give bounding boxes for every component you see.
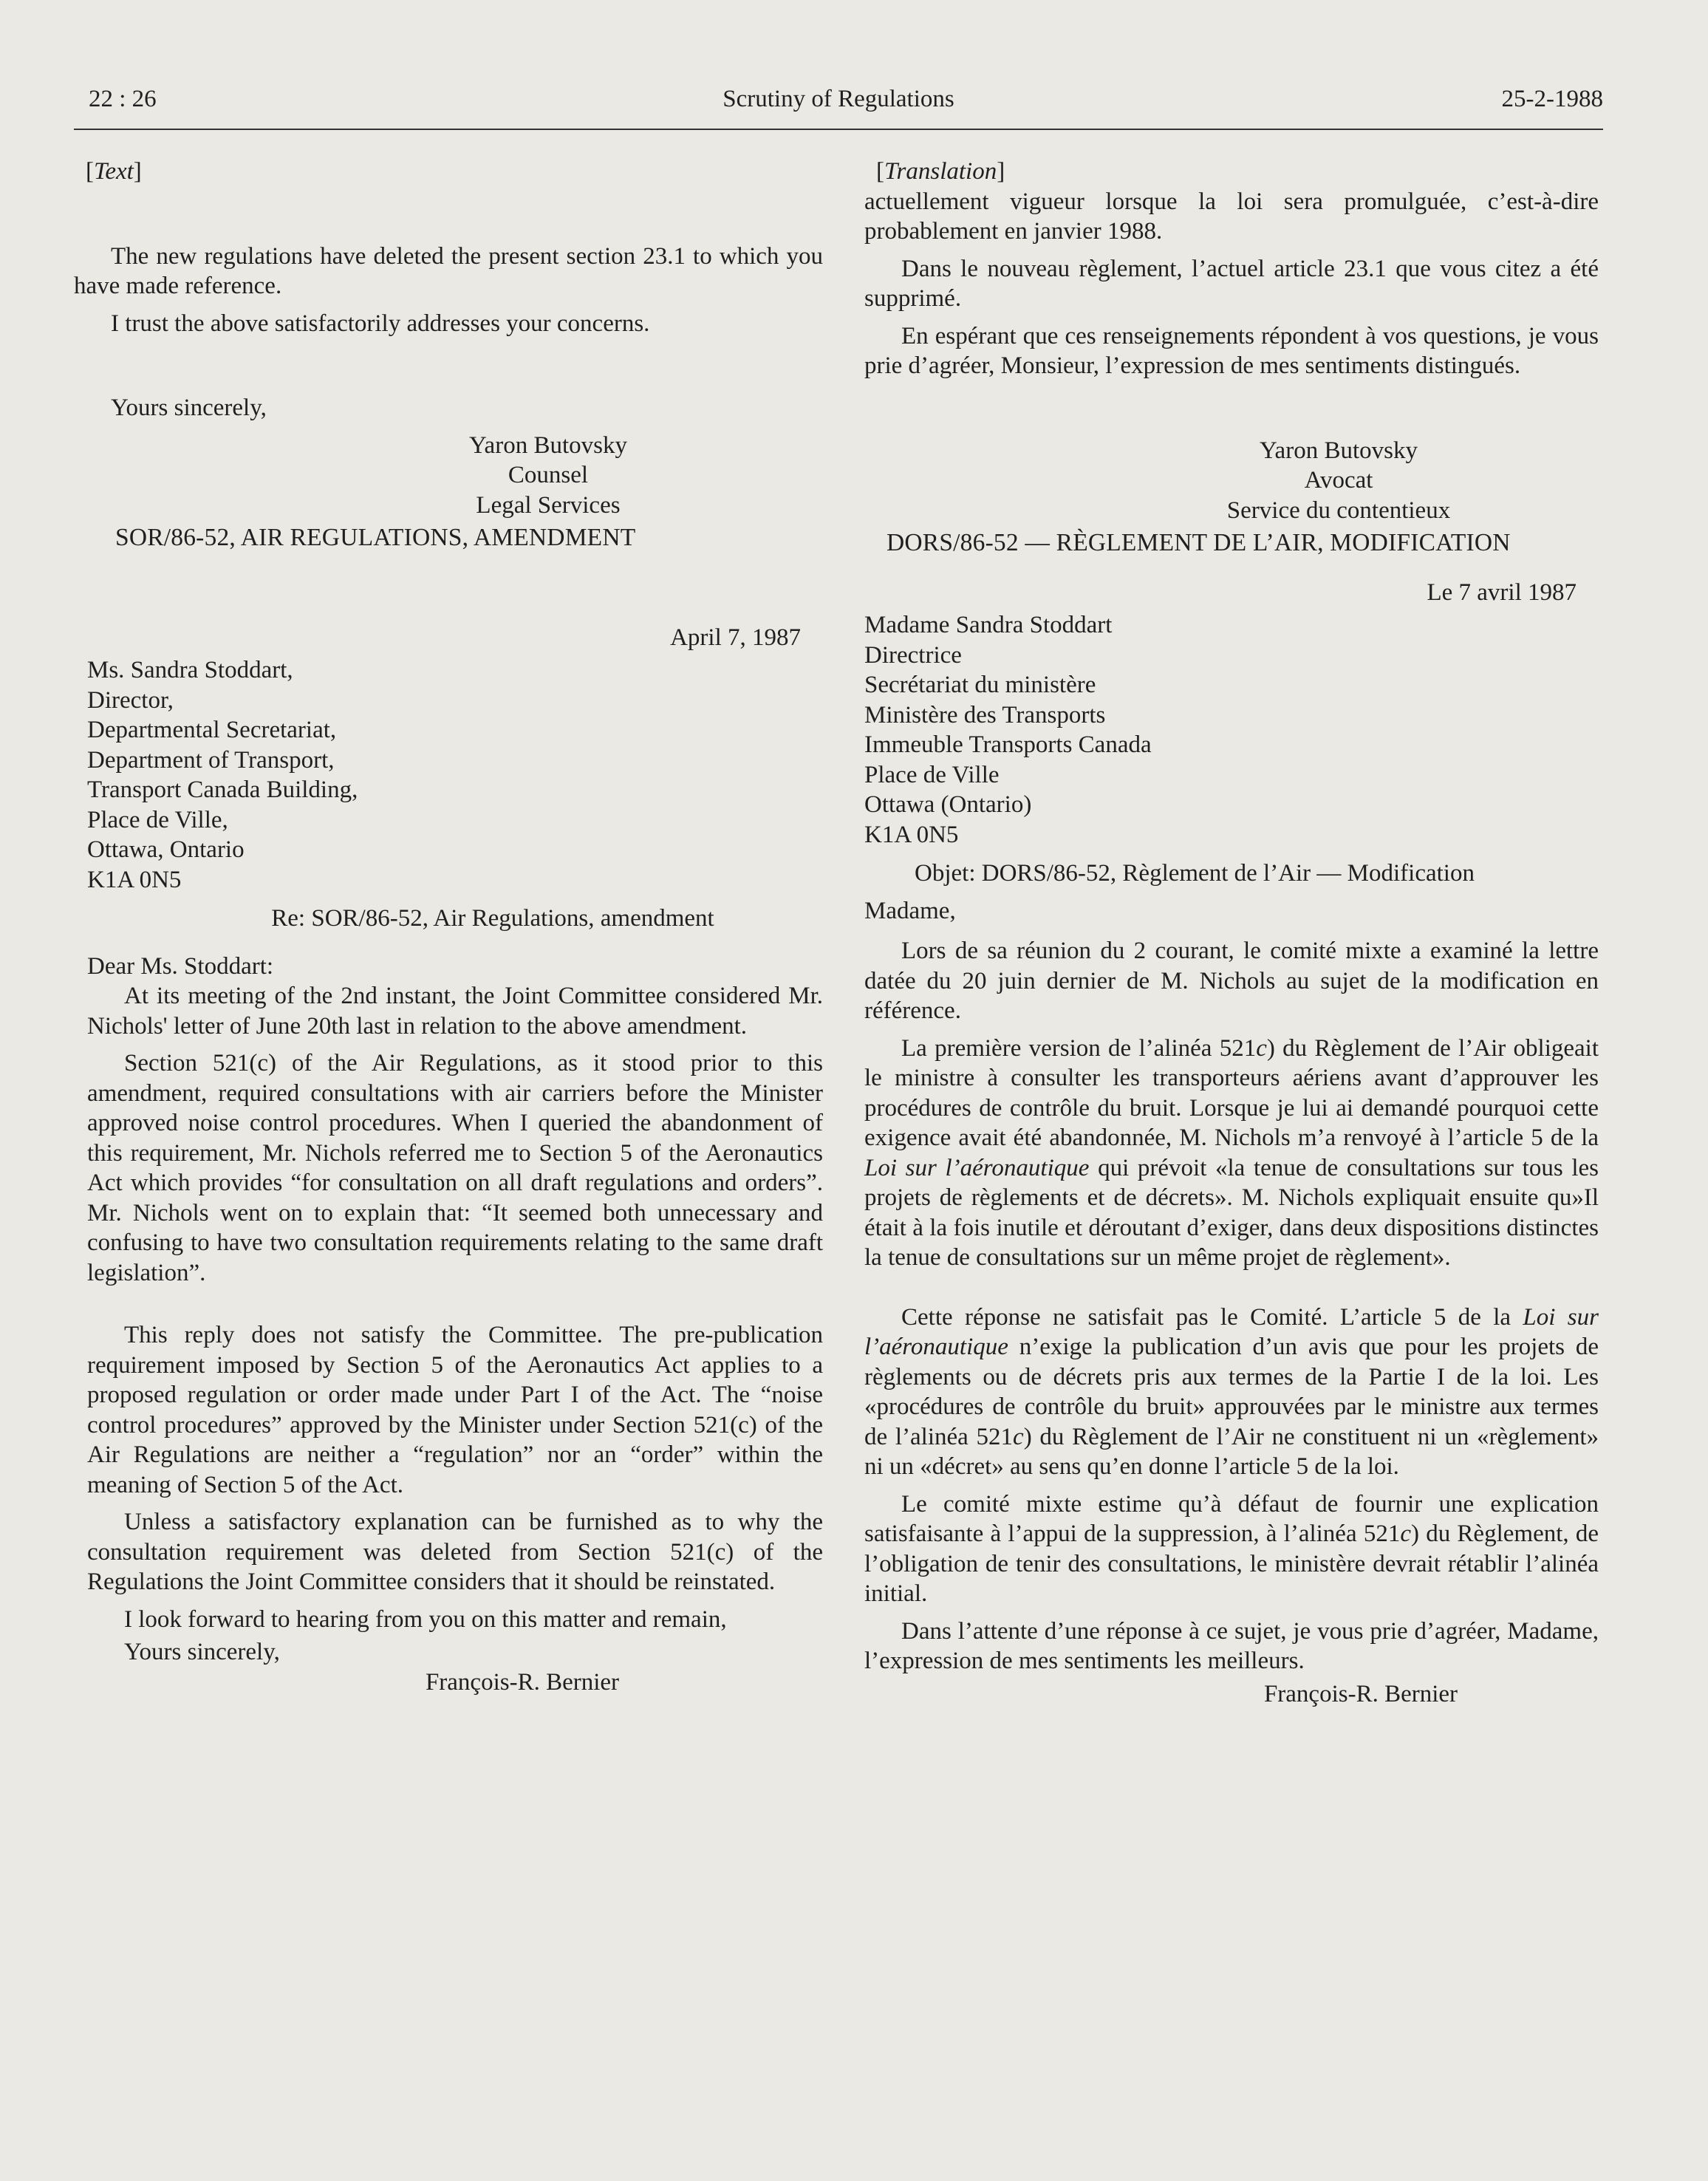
signature-department: Service du contentieux xyxy=(1226,496,1451,524)
salutation: Dear Ms. Stoddart: xyxy=(87,952,274,980)
signature-name: Yaron Butovsky xyxy=(469,431,627,459)
paragraph: Dans le nouveau règlement, l’actuel article 23.1 que vous citez a été supprimé. xyxy=(864,255,1599,312)
paragraph: Dans l’attente d’une réponse à ce sujet, je vous prie d’agréer, Madame, l’expression de mes sentiments les meilleurs. xyxy=(864,1617,1599,1674)
running-title: Scrutiny of Regulations xyxy=(723,86,954,112)
paragraph: La première version de l’alinéa 521c) du Règlement de l’Air obligeait le ministre à consulter les transporteurs aériens avant d’approuver les procédures de contrôle du bruit. Lorsque je lui ai demandé pourquoi cette exigence avait été abandonnée, M. Nichols m’a renvoyé à l’article 5 de la Loi sur l’aéronautique qui prévoit «la tenue de consultations sur tous les projets de règlements et de décrets». M. Nichols expliquait ensuite qu»Il était à la fois inutile et déroutant d’exiger, dans deux dispositions distinctes la tenue de consultations sur un même projet de règlement». xyxy=(864,1034,1599,1271)
page-header xyxy=(74,83,1603,130)
paragraph: Cette réponse ne satisfait pas le Comité. L’article 5 de la Loi sur l’aéronautique n’exige la publication d’un avis que pour les projets de règlements ou de décrets pris aux termes de la Partie I de la loi. Les «procédures de contrôle du bruit» approuvées par le ministre aux termes de l’alinéa 521c) du Règlement de l’Air ne constituent ni un «règlement» ni un «décret» au sens qu’en donne l’article 5 de la loi. xyxy=(864,1303,1599,1480)
letter-date: April 7, 1987 xyxy=(670,624,801,651)
signature-title: Counsel xyxy=(508,462,589,488)
paragraph: Lors de sa réunion du 2 courant, le comité mixte a examiné la lettre datée du 20 juin dernier de M. Nichols au sujet de la modification en référence. xyxy=(864,938,1599,1024)
address-line: Transport Canada Building, xyxy=(87,777,358,803)
closing: Yours sincerely, xyxy=(111,395,267,421)
signature-name: Yaron Butovsky xyxy=(1260,437,1418,464)
signature-name: François-R. Bernier xyxy=(1263,1680,1458,1707)
text-tag: [Text] xyxy=(86,158,142,185)
address-line: Directrice xyxy=(864,641,962,669)
paragraph: The new regulations have deleted the present section 23.1 to which you have made reference. xyxy=(74,242,823,299)
paragraph: Le comité mixte estime qu’à défaut de fournir une explication satisfaisante à l’appui de la suppression, à l’alinéa 521c) du Règlement, de l’obligation de tenir des consultations, le ministère devrait rétablir l’alinéa initial. xyxy=(864,1490,1599,1607)
address-line: K1A 0N5 xyxy=(87,866,182,893)
subject-line: Re: SOR/86-52, Air Regulations, amendment xyxy=(271,905,714,932)
address-line: Ministère des Transports xyxy=(864,701,1106,728)
address-line: Ottawa (Ontario) xyxy=(864,791,1032,818)
address-line: Director, xyxy=(87,686,174,714)
french-column xyxy=(864,157,1599,1709)
page-reference: 22 : 26 xyxy=(89,86,157,112)
translation-tag: [Translation] xyxy=(876,158,1005,185)
paragraph: Section 521(c) of the Air Regulations, as it stood prior to this amendment, required consultations with air carriers before the Minister approved noise control procedures. When I queried the abandonment of this requirement, Mr. Nichols referred me to Section 5 of the Aeronautics Act which provides “for consultation on all draft regulations and orders”. Mr. Nichols went on to explain that: “It seemed both unnecessary and confusing to have two consultation requirements relating to the same draft legislation”. xyxy=(87,1050,823,1286)
letter-date: Le 7 avril 1987 xyxy=(1427,578,1577,606)
address-block xyxy=(74,655,823,895)
address-line: Place de Ville, xyxy=(87,806,228,833)
address-line: K1A 0N5 xyxy=(864,821,959,848)
header-date: 25-2-1988 xyxy=(1501,86,1603,112)
signature-department: Legal Services xyxy=(476,491,621,519)
address-line: Place de Ville xyxy=(864,761,1000,788)
address-line: Madame Sandra Stoddart xyxy=(864,612,1113,638)
address-block xyxy=(864,610,1599,850)
section-heading: SOR/86-52, AIR REGULATIONS, AMENDMENT xyxy=(115,524,636,551)
paragraph: At its meeting of the 2nd instant, the Joint Committee considered Mr. Nichols' letter of June 20th last in relation to the above amendment. xyxy=(87,983,823,1040)
signature-name: François-R. Bernier xyxy=(425,1668,620,1696)
english-column xyxy=(74,157,823,1697)
salutation: Madame, xyxy=(864,897,956,924)
paragraph: En espérant que ces renseignements répondent à vos questions, je vous prie d’agréer, Monsieur, l’expression de mes sentiments distingués. xyxy=(864,322,1599,379)
subject-line: Objet: DORS/86-52, Règlement de l’Air — Modification xyxy=(915,860,1475,887)
address-line: Department of Transport, xyxy=(87,746,335,774)
address-line: Ms. Sandra Stoddart, xyxy=(87,657,293,683)
address-line: Secrétariat du ministère xyxy=(864,672,1096,698)
signature-title: Avocat xyxy=(1304,467,1373,494)
paragraph: This reply does not satisfy the Committee. The pre-publication requirement imposed by Section 5 of the Aeronautics Act applies to a proposed regulation or order made under Part I of the Act. The “noise control procedures” approved by the Minister under Section 521(c) of the Air Regulations are neither a “regulation” nor an “order” within the meaning of Section 5 of the Act. xyxy=(87,1322,823,1498)
closing: Yours sincerely, xyxy=(124,1639,280,1665)
paragraph: actuellement vigueur lorsque la loi sera promulguée, c’est-à-dire probablement en janvier 1988. xyxy=(864,188,1599,245)
section-heading: DORS/86-52 — RÈGLEMENT DE L’AIR, MODIFICATION xyxy=(887,529,1511,556)
paragraph: I look forward to hearing from you on this matter and remain, xyxy=(124,1605,727,1633)
address-line: Immeuble Transports Canada xyxy=(864,731,1152,758)
paragraph: Unless a satisfactory explanation can be furnished as to why the consultation requirement was deleted from Section 521(c) of the Regulations the Joint Committee considers that it should be reinstated. xyxy=(87,1509,823,1595)
address-line: Ottawa, Ontario xyxy=(87,836,245,863)
paragraph: I trust the above satisfactorily addresses your concerns. xyxy=(111,310,650,337)
address-line: Departmental Secretariat, xyxy=(87,717,337,743)
